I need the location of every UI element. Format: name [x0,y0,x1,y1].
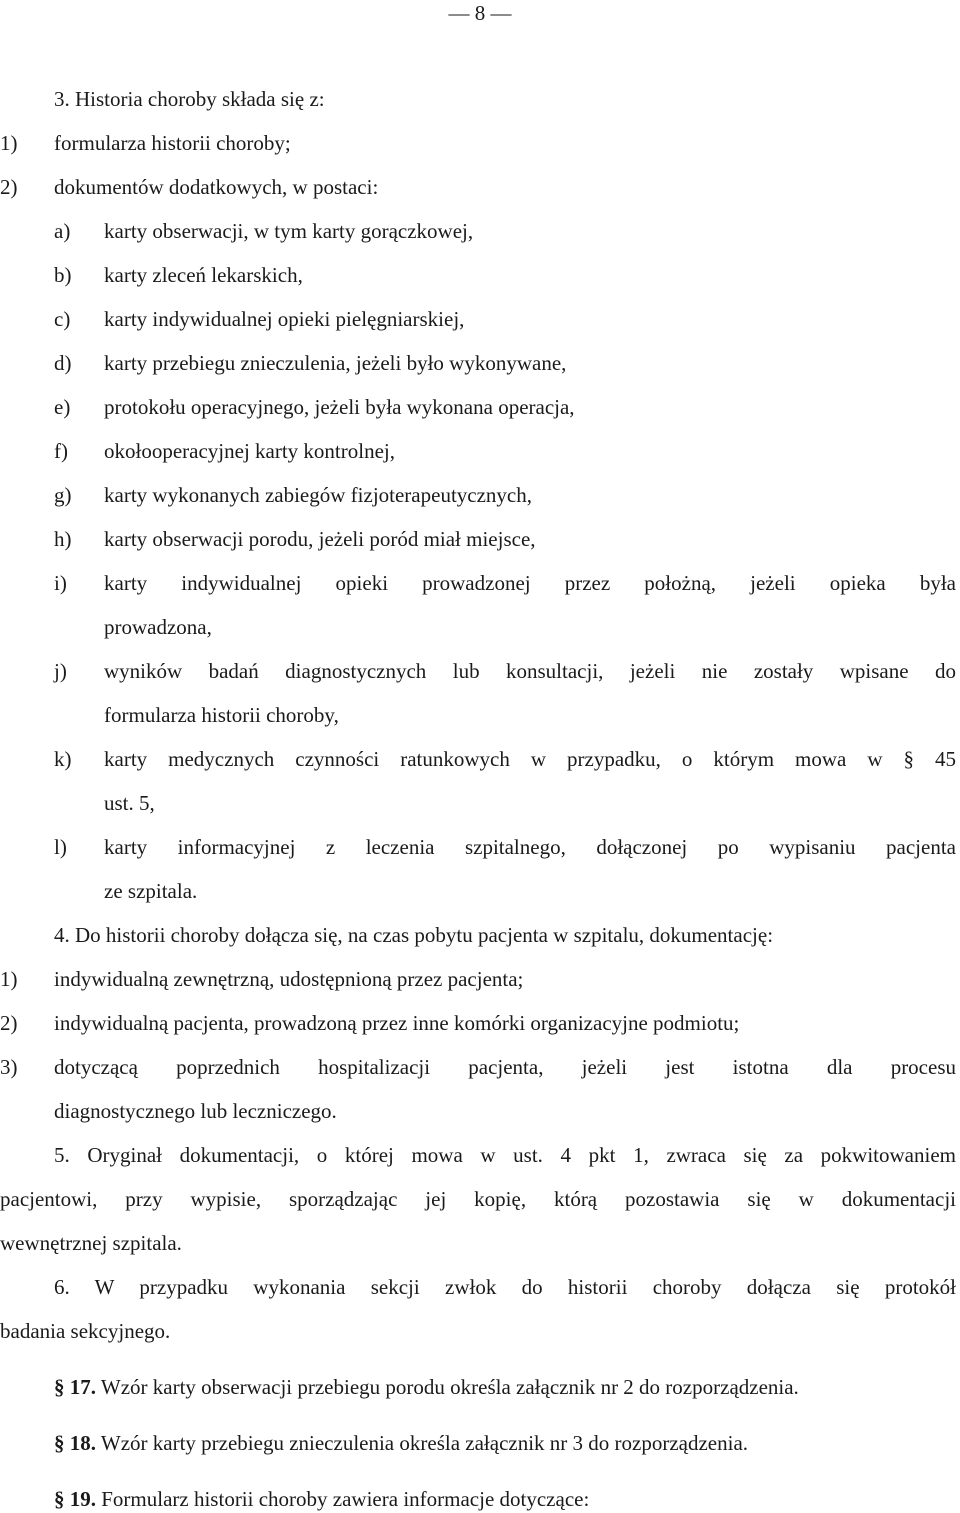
paragraph-text: Wzór karty przebiegu znieczulenia określa załącznik nr 3 do rozporządzenia. [100,1431,749,1455]
item-number: 1) [0,131,18,155]
sub-item-text-continued: formularza historii choroby, [104,703,339,727]
paragraph-18 [54,1430,748,1456]
sub-item-text-continued: ze szpitala. [104,879,198,903]
page-number-value: 8 [474,1,486,25]
sub-item-text: karty indywidualnej opieki pielęgniarskiej, [104,307,465,331]
sub-item-letter: k) [54,747,72,771]
sub-item-letter: c) [54,307,71,331]
page-number-dash-right: — [485,1,512,25]
item-text: dokumentów dodatkowych, w postaci: [54,175,379,199]
sub-item-text: protokołu operacyjnego, jeżeli była wykonana operacja, [104,395,575,419]
sub-item-letter: f) [54,439,68,463]
paragraph-19 [54,1486,589,1512]
sub-item-text: karty obserwacji porodu, jeżeli poród miał miejsce, [104,527,536,551]
sub-item-letter: b) [54,263,72,287]
item-text: formularza historii choroby; [54,131,291,155]
sub-item-text: karty medycznych czynności ratunkowych w przypadku, o którym mowa w § 45 [104,747,956,771]
paragraph-17 [54,1374,799,1400]
sub-item-text-continued: ust. 5, [104,791,155,815]
sec5-line-3: wewnętrznej szpitala. [0,1231,182,1255]
paragraph-text: pacjentowi, przy wypisie, sporządzając jej kopię, którą pozostawia się w dokumentacji [0,1187,956,1211]
item-number: 2) [0,1011,18,1035]
sub-item-text: karty przebiegu znieczulenia, jeżeli było wykonywane, [104,351,567,375]
paragraph-text: Formularz historii choroby zawiera informacje dotyczące: [101,1487,590,1511]
section-mark: § 17. [54,1375,96,1399]
sub-item-letter: h) [54,527,72,551]
sub-item-text: karty indywidualnej opieki prowadzonej przez położną, jeżeli opieka była [104,571,956,595]
sub-item-text: karty zleceń lekarskich, [104,263,303,287]
sub-item-text-continued: prowadzona, [104,615,212,639]
item-text: indywidualną pacjenta, prowadzoną przez inne komórki organizacyjne podmiotu; [54,1011,740,1035]
item-text: dotyczącą poprzednich hospitalizacji pacjenta, jeżeli jest istotna dla procesu [54,1055,956,1079]
sub-item-text: wyników badań diagnostycznych lub konsultacji, jeżeli nie zostały wpisane do [104,659,956,683]
item-number: 1) [0,967,18,991]
sub-item-text: karty informacyjnej z leczenia szpitalnego, dołączonej po wypisaniu pacjenta [104,835,956,859]
sec3-intro: 3. Historia choroby składa się z: [54,87,325,111]
paragraph-text: 5. Oryginał dokumentacji, o której mowa w ust. 4 pkt 1, zwraca się za pokwitowaniem [54,1143,956,1167]
sub-item-letter: j) [54,659,67,683]
item-text: indywidualną zewnętrzną, udostępnioną przez pacjenta; [54,967,524,991]
item-number: 3) [0,1055,18,1079]
sub-item-text: karty obserwacji, w tym karty gorączkowej, [104,219,474,243]
section-mark: § 18. [54,1431,96,1455]
sec4-intro: 4. Do historii choroby dołącza się, na czas pobytu pacjenta w szpitalu, dokumentację: [54,923,774,947]
sub-item-letter: g) [54,483,72,507]
sub-item-letter: d) [54,351,72,375]
page-number-dash-left: — [448,1,475,25]
page-number [0,0,960,26]
paragraph-text: 6. W przypadku wykonania sekcji zwłok do historii choroby dołącza się protokół [54,1275,956,1299]
section-mark: § 19. [54,1487,96,1511]
item-number: 2) [0,175,18,199]
sub-item-text: okołooperacyjnej karty kontrolnej, [104,439,395,463]
sub-item-letter: i) [54,571,67,595]
sub-item-text: karty wykonanych zabiegów fizjoterapeutycznych, [104,483,532,507]
sub-item-letter: e) [54,395,71,419]
paragraph-text: Wzór karty obserwacji przebiegu porodu określa załącznik nr 2 do rozporządzenia. [100,1375,799,1399]
sub-item-letter: l) [54,835,67,859]
item-text-continued: diagnostycznego lub leczniczego. [54,1099,337,1123]
sec6-line-2: badania sekcyjnego. [0,1319,171,1343]
sub-item-letter: a) [54,219,71,243]
